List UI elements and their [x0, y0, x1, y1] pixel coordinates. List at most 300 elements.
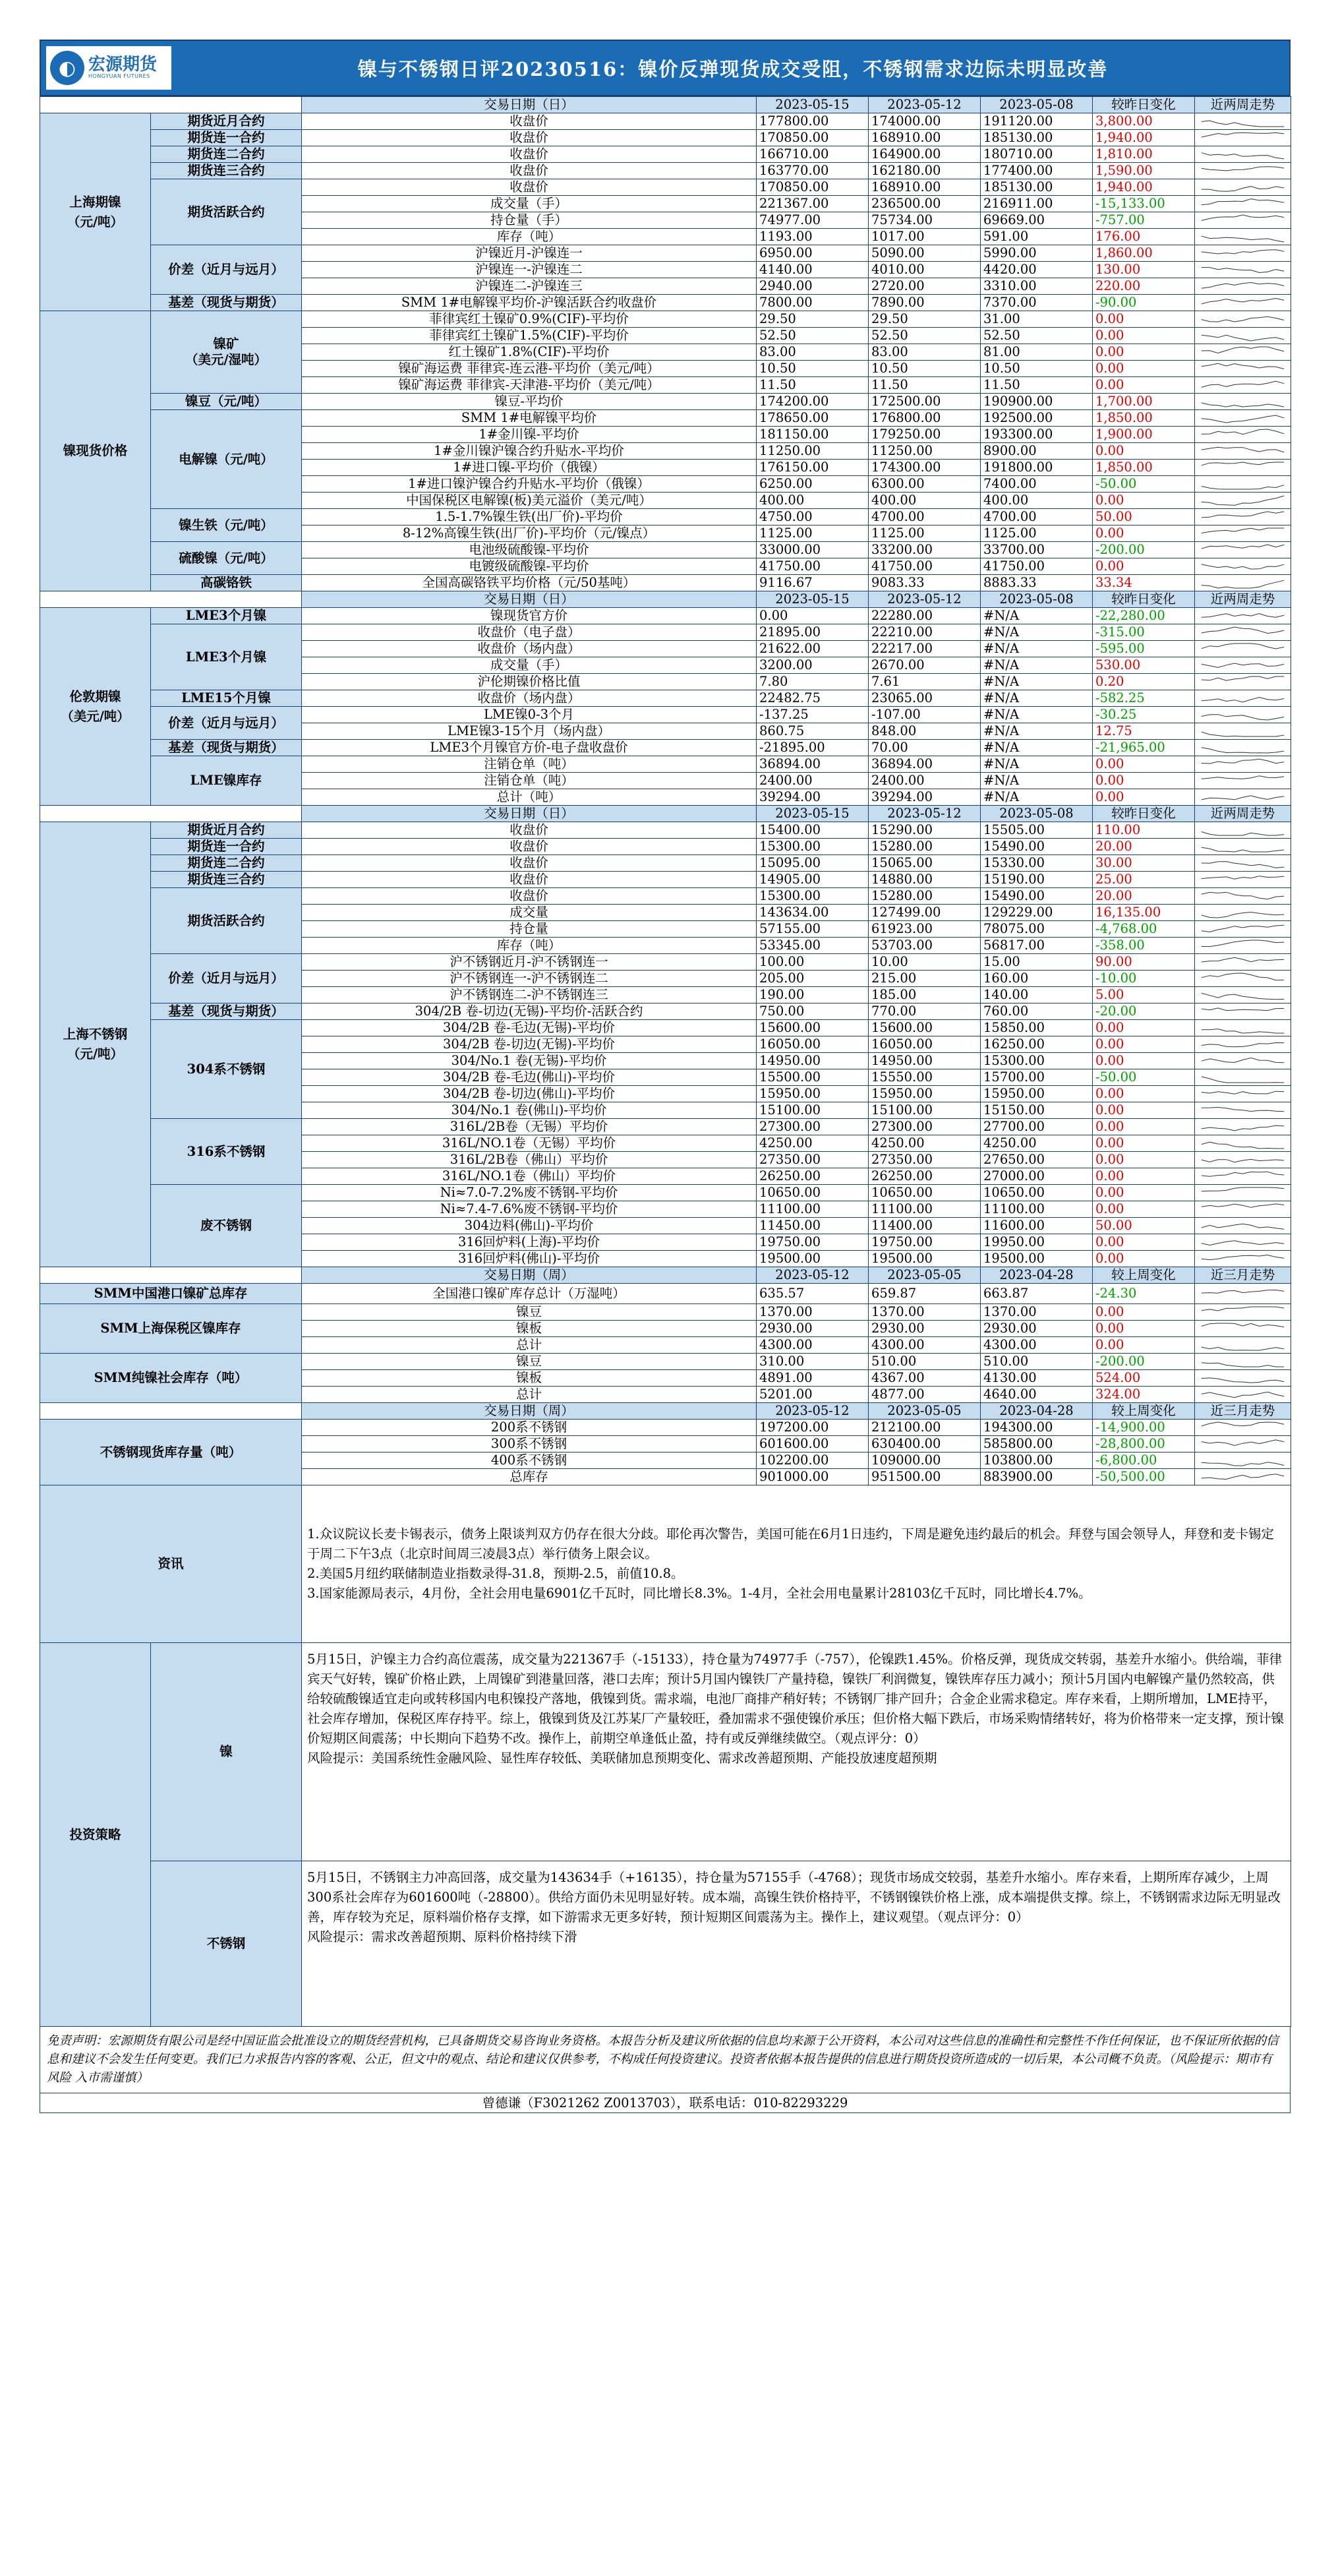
row-item: 收盘价	[302, 179, 757, 196]
row-item: 全国高碳铬铁平均价格（元/50基吨）	[302, 575, 757, 591]
row-item: 总计	[302, 1337, 757, 1354]
row-trend	[1195, 921, 1291, 938]
sparkline	[1198, 1354, 1288, 1369]
row-value: 174200.00	[757, 394, 869, 410]
row-sub-label: 期货连三合约	[151, 163, 302, 179]
row-change: 1,700.00	[1093, 394, 1195, 410]
row-item: 镍豆-平均价	[302, 394, 757, 410]
row-change: 0.00	[1093, 1168, 1195, 1185]
row-value: 4300.00	[869, 1337, 981, 1354]
data-row	[40, 311, 1291, 328]
row-value: #N/A	[981, 674, 1093, 690]
row-value: 16250.00	[981, 1036, 1093, 1053]
row-value: 1193.00	[757, 229, 869, 245]
header-label: 交易日期（周）	[302, 1403, 757, 1420]
row-value: 15280.00	[869, 839, 981, 855]
row-item: 持仓量	[302, 921, 757, 938]
row-change: -6,800.00	[1093, 1453, 1195, 1469]
sparkline	[1198, 1152, 1288, 1168]
row-value: 23065.00	[869, 690, 981, 707]
strategy-label: 投资策略	[40, 1643, 151, 2027]
row-value: 15300.00	[757, 839, 869, 855]
row-trend	[1195, 1152, 1291, 1168]
row-value: 19500.00	[757, 1251, 869, 1267]
sparkline	[1198, 1218, 1288, 1234]
row-value: 102200.00	[757, 1453, 869, 1469]
row-value: #N/A	[981, 624, 1093, 641]
row-value: 15.00	[981, 954, 1093, 971]
row-trend	[1195, 888, 1291, 905]
row-value: 15490.00	[981, 888, 1093, 905]
row-trend	[1195, 113, 1291, 130]
row-value: 4877.00	[869, 1387, 981, 1403]
row-item: 总库存	[302, 1469, 757, 1485]
row-value: 27350.00	[757, 1152, 869, 1168]
row-change: 1,900.00	[1093, 427, 1195, 443]
row-change: 25.00	[1093, 872, 1195, 888]
logo-en: HONGYUAN FUTURES	[88, 73, 150, 80]
row-value: 663.87	[981, 1284, 1093, 1304]
company-logo	[41, 41, 177, 95]
row-sub-label: 价差（近月与远月）	[151, 707, 302, 740]
row-change: 0.00	[1093, 1201, 1195, 1218]
header-date: 2023-05-12	[869, 97, 981, 113]
sparkline	[1198, 641, 1288, 657]
row-trend	[1195, 212, 1291, 229]
sparkline	[1198, 888, 1288, 904]
row-item: 总计（吨）	[302, 789, 757, 806]
row-value: 170850.00	[757, 179, 869, 196]
row-value: 4750.00	[757, 509, 869, 525]
row-value: 848.00	[869, 723, 981, 740]
row-trend	[1195, 1036, 1291, 1053]
row-trend	[1195, 328, 1291, 344]
row-item: 收盘价（场内盘）	[302, 641, 757, 657]
row-trend	[1195, 460, 1291, 476]
row-value: 22482.75	[757, 690, 869, 707]
row-value: 197200.00	[757, 1420, 869, 1436]
row-change: 176.00	[1093, 229, 1195, 245]
row-item: 电池级硫酸镍-平均价	[302, 542, 757, 558]
row-value: 31.00	[981, 311, 1093, 328]
row-item: 304/2B 卷-毛边(佛山)-平均价	[302, 1069, 757, 1086]
row-item: 304/2B 卷-毛边(无锡)-平均价	[302, 1020, 757, 1036]
row-value: 15850.00	[981, 1020, 1093, 1036]
header-trend: 近两周走势	[1195, 591, 1291, 608]
row-item: SMM 1#电解镍平均价-沪镍活跃合约收盘价	[302, 295, 757, 311]
row-value: 215.00	[869, 971, 981, 987]
sparkline	[1198, 1003, 1288, 1019]
header-date: 2023-05-15	[757, 591, 869, 608]
row-trend	[1195, 1337, 1291, 1354]
sparkline	[1198, 229, 1288, 245]
row-item: 304/2B 卷-切边(无锡)-平均价	[302, 1036, 757, 1053]
data-row	[40, 130, 1291, 146]
row-item: 1#进口镍-平均价（俄镍）	[302, 460, 757, 476]
row-item: 304边料(佛山)-平均价	[302, 1218, 757, 1234]
news-content	[302, 1485, 1291, 1643]
row-change: 530.00	[1093, 657, 1195, 674]
row-item: Ni≈7.0-7.2%废不锈钢-平均价	[302, 1185, 757, 1201]
row-value: 2670.00	[869, 657, 981, 674]
sparkline	[1198, 773, 1288, 789]
sparkline	[1198, 756, 1288, 772]
row-value: 19950.00	[981, 1234, 1093, 1251]
row-item: 沪镍连一-沪镍连二	[302, 262, 757, 278]
row-value: 7800.00	[757, 295, 869, 311]
row-value: 2940.00	[757, 278, 869, 295]
header-date: 2023-05-05	[869, 1267, 981, 1284]
data-row	[40, 872, 1291, 888]
row-item: 收盘价	[302, 163, 757, 179]
row-value: 510.00	[869, 1354, 981, 1370]
row-value: 27300.00	[757, 1119, 869, 1135]
row-group-label: SMM中国港口镍矿总库存	[40, 1284, 302, 1304]
row-item: 沪不锈钢近月-沪不锈钢连一	[302, 954, 757, 971]
row-value: 178650.00	[757, 410, 869, 427]
row-value: 172500.00	[869, 394, 981, 410]
row-group-label: SMM纯镍社会库存（吨）	[40, 1354, 302, 1403]
row-value: 15150.00	[981, 1102, 1093, 1119]
row-value: 163770.00	[757, 163, 869, 179]
row-trend	[1195, 1420, 1291, 1436]
row-change: -15,133.00	[1093, 196, 1195, 212]
row-value: 15300.00	[757, 888, 869, 905]
data-row	[40, 888, 1291, 905]
row-trend	[1195, 509, 1291, 525]
row-value: #N/A	[981, 723, 1093, 740]
row-value: 181150.00	[757, 427, 869, 443]
row-value: 6300.00	[869, 476, 981, 493]
row-item: 304/2B 卷-切边(佛山)-平均价	[302, 1086, 757, 1102]
row-trend	[1195, 641, 1291, 657]
row-value: 4300.00	[757, 1337, 869, 1354]
row-item: 库存（吨）	[302, 938, 757, 954]
row-value: 11100.00	[869, 1201, 981, 1218]
row-sub-label: 硫酸镍（元/吨）	[151, 542, 302, 575]
row-trend	[1195, 295, 1291, 311]
row-change: 1,940.00	[1093, 130, 1195, 146]
strategy-nickel-risk: 风险提示：美国系统性金融风险、显性库存较低、美联储加息预期变化、需求改善超预期、产能投放速度超预期	[307, 1751, 937, 1766]
row-item: 镍矿海运费 菲律宾-连云港-平均价（美元/吨）	[302, 361, 757, 377]
row-trend	[1195, 1234, 1291, 1251]
row-value: 160.00	[981, 971, 1093, 987]
sparkline	[1198, 493, 1288, 508]
row-value: 6250.00	[757, 476, 869, 493]
row-value: 191120.00	[981, 113, 1093, 130]
row-value: 177800.00	[757, 113, 869, 130]
row-value: 192500.00	[981, 410, 1093, 427]
row-value: 11.50	[981, 377, 1093, 394]
row-value: #N/A	[981, 756, 1093, 773]
row-trend	[1195, 130, 1291, 146]
row-trend	[1195, 410, 1291, 427]
row-item: 200系不锈钢	[302, 1420, 757, 1436]
row-value: 27000.00	[981, 1168, 1093, 1185]
row-value: 194300.00	[981, 1420, 1093, 1436]
sparkline	[1198, 558, 1288, 574]
row-change: 12.75	[1093, 723, 1195, 740]
row-value: 41750.00	[981, 558, 1093, 575]
row-value: 74977.00	[757, 212, 869, 229]
row-trend	[1195, 839, 1291, 855]
sparkline	[1198, 311, 1288, 327]
row-change: -20.00	[1093, 1003, 1195, 1020]
row-change: 0.00	[1093, 558, 1195, 575]
row-trend	[1195, 1102, 1291, 1119]
row-trend	[1195, 1003, 1291, 1020]
row-value: 15950.00	[757, 1086, 869, 1102]
row-value: 1017.00	[869, 229, 981, 245]
row-trend	[1195, 394, 1291, 410]
row-trend	[1195, 361, 1291, 377]
row-value: 100.00	[757, 954, 869, 971]
sparkline	[1198, 1420, 1288, 1435]
row-value: 36894.00	[869, 756, 981, 773]
row-trend	[1195, 542, 1291, 558]
row-trend	[1195, 987, 1291, 1003]
row-change: -315.00	[1093, 624, 1195, 641]
row-trend	[1195, 707, 1291, 723]
contact-info: 曾德谦（F3021262 Z0013703），联系电话：010-82293229	[40, 2093, 1291, 2113]
row-change: -22,280.00	[1093, 608, 1195, 624]
strategy-stainless-label: 不锈钢	[151, 1861, 302, 2027]
row-item: 镍豆	[302, 1304, 757, 1321]
row-value: 10.00	[869, 954, 981, 971]
row-item: LME3个月镍官方价-电子盘收盘价	[302, 740, 757, 756]
row-item: Ni≈7.4-7.6%废不锈钢-平均价	[302, 1201, 757, 1218]
row-item: 沪不锈钢连一-沪不锈钢连二	[302, 971, 757, 987]
sparkline	[1198, 1234, 1288, 1250]
row-change: 0.00	[1093, 1304, 1195, 1321]
row-item: LME镍0-3个月	[302, 707, 757, 723]
header-row	[40, 1267, 1291, 1284]
sparkline	[1198, 938, 1288, 953]
row-trend	[1195, 855, 1291, 872]
row-value: 9083.33	[869, 575, 981, 591]
row-value: 1370.00	[869, 1304, 981, 1321]
header-trend: 近两周走势	[1195, 97, 1291, 113]
row-value: 53345.00	[757, 938, 869, 954]
row-trend	[1195, 938, 1291, 954]
row-value: 4010.00	[869, 262, 981, 278]
row-item: 收盘价	[302, 855, 757, 872]
header-date: 2023-05-08	[981, 97, 1093, 113]
report-header	[40, 40, 1291, 96]
row-sub-label: 基差（现货与期货）	[151, 740, 302, 756]
row-change: 30.00	[1093, 855, 1195, 872]
row-item: 316L/2B卷（无锡）平均价	[302, 1119, 757, 1135]
row-value: 127499.00	[869, 905, 981, 921]
row-trend	[1195, 674, 1291, 690]
row-trend	[1195, 789, 1291, 806]
row-change: 50.00	[1093, 509, 1195, 525]
row-change: 20.00	[1093, 888, 1195, 905]
row-value: 11250.00	[869, 443, 981, 460]
data-row	[40, 954, 1291, 971]
row-value: #N/A	[981, 740, 1093, 756]
row-value: 6950.00	[757, 245, 869, 262]
data-row	[40, 1284, 1291, 1304]
row-change: 90.00	[1093, 954, 1195, 971]
header-date: 2023-05-08	[981, 806, 1093, 822]
data-row	[40, 163, 1291, 179]
data-row	[40, 756, 1291, 773]
report-sheet	[40, 40, 1291, 2113]
row-value: 15400.00	[757, 822, 869, 839]
row-trend	[1195, 1168, 1291, 1185]
sparkline	[1198, 1135, 1288, 1151]
row-change: 130.00	[1093, 262, 1195, 278]
sparkline	[1198, 460, 1288, 475]
row-change: 0.00	[1093, 525, 1195, 542]
row-trend	[1195, 1119, 1291, 1135]
sparkline	[1198, 707, 1288, 723]
row-change: 0.00	[1093, 311, 1195, 328]
sparkline	[1198, 1168, 1288, 1184]
row-sub-label: 期货连一合约	[151, 130, 302, 146]
row-value: 635.57	[757, 1284, 869, 1304]
row-trend	[1195, 1069, 1291, 1086]
row-value: 174000.00	[869, 113, 981, 130]
row-change: 0.00	[1093, 377, 1195, 394]
row-value: 4130.00	[981, 1370, 1093, 1387]
row-value: 15550.00	[869, 1069, 981, 1086]
row-item: 镍板	[302, 1370, 757, 1387]
row-change: -200.00	[1093, 1354, 1195, 1370]
header-date: 2023-04-28	[981, 1403, 1093, 1420]
row-item: 菲律宾红土镍矿1.5%(CIF)-平均价	[302, 328, 757, 344]
row-change: -90.00	[1093, 295, 1195, 311]
data-row	[40, 1420, 1291, 1436]
header-date: 2023-04-28	[981, 1267, 1093, 1284]
row-value: 860.75	[757, 723, 869, 740]
row-value: 33200.00	[869, 542, 981, 558]
row-value: 177400.00	[981, 163, 1093, 179]
sparkline	[1198, 1053, 1288, 1069]
row-value: 11.50	[757, 377, 869, 394]
row-item: 1#进口镍沪镍合约升贴水-平均价（俄镍）	[302, 476, 757, 493]
row-trend	[1195, 1321, 1291, 1337]
row-value: 400.00	[757, 493, 869, 509]
sparkline	[1198, 674, 1288, 690]
row-value: 15505.00	[981, 822, 1093, 839]
sparkline	[1198, 1119, 1288, 1135]
row-sub-label: 价差（近月与远月）	[151, 245, 302, 295]
row-value: 7.61	[869, 674, 981, 690]
row-value: -107.00	[869, 707, 981, 723]
sparkline	[1198, 657, 1288, 673]
strategy-nickel-text	[302, 1643, 1291, 1861]
row-value: 69669.00	[981, 212, 1093, 229]
row-value: 216911.00	[981, 196, 1093, 212]
sparkline	[1198, 1036, 1288, 1052]
sparkline	[1198, 723, 1288, 739]
row-value: 10650.00	[981, 1185, 1093, 1201]
row-trend	[1195, 1086, 1291, 1102]
row-value: 27650.00	[981, 1152, 1093, 1168]
sparkline	[1198, 196, 1288, 212]
sparkline	[1198, 130, 1288, 146]
row-trend	[1195, 163, 1291, 179]
row-change: 20.00	[1093, 839, 1195, 855]
row-value: 5201.00	[757, 1387, 869, 1403]
disclaimer: 免责声明：宏源期货有限公司是经中国证监会批准设立的期货经营机构，已具备期货交易咨询业务资格。本报告分析及建议所依据的信息均来源于公开资料，本公司对这些信息的准确性和完整性不作任何保证，也不保证所依据的信息和建议不会发生任何变更。我们已力求报告内容的客观、公正，但文中的观点、结论和建议仅供参考，不构成任何投资建议。投资者依据本报告提供的信息进行期货投资所造成的一切后果，本公司概不负责。（风险提示：期市有风险 入市需谨慎）	[40, 2027, 1291, 2093]
row-item: SMM 1#电解镍平均价	[302, 410, 757, 427]
row-value: 4300.00	[981, 1337, 1093, 1354]
row-item: 收盘价（场内盘）	[302, 690, 757, 707]
row-value: 236500.00	[869, 196, 981, 212]
header-date: 2023-05-15	[757, 806, 869, 822]
row-value: 21622.00	[757, 641, 869, 657]
row-value: 174300.00	[869, 460, 981, 476]
row-item: 1#金川镍沪镍合约升贴水-平均价	[302, 443, 757, 460]
row-change: 0.00	[1093, 1119, 1195, 1135]
row-value: 1370.00	[981, 1304, 1093, 1321]
row-value: 8883.33	[981, 575, 1093, 591]
row-item: 304/2B 卷-切边(无锡)-平均价-活跃合约	[302, 1003, 757, 1020]
row-item: 收盘价	[302, 872, 757, 888]
row-value: 185.00	[869, 987, 981, 1003]
row-value: 179250.00	[869, 427, 981, 443]
row-sub-label: 镍豆（元/吨）	[151, 394, 302, 410]
sparkline	[1198, 1020, 1288, 1036]
row-change: 0.00	[1093, 1152, 1195, 1168]
row-value: 41750.00	[757, 558, 869, 575]
sparkline	[1198, 575, 1288, 591]
row-sub-label: 304系不锈钢	[151, 1020, 302, 1119]
row-change: 0.00	[1093, 1234, 1195, 1251]
row-change: 0.00	[1093, 361, 1195, 377]
row-value: 901000.00	[757, 1469, 869, 1485]
row-item: 300系不锈钢	[302, 1436, 757, 1453]
row-group-label: SMM上海保税区镍库存	[40, 1304, 302, 1354]
row-item: 收盘价	[302, 130, 757, 146]
row-value: #N/A	[981, 789, 1093, 806]
row-sub-label: 期货连二合约	[151, 855, 302, 872]
row-value: 2930.00	[869, 1321, 981, 1337]
sparkline	[1198, 1304, 1288, 1320]
row-sub-label: LME3个月镍	[151, 608, 302, 624]
row-value: 22210.00	[869, 624, 981, 641]
header-date: 2023-05-08	[981, 591, 1093, 608]
row-value: 190.00	[757, 987, 869, 1003]
row-change: -28,800.00	[1093, 1436, 1195, 1453]
row-item: 400系不锈钢	[302, 1453, 757, 1469]
data-row	[40, 542, 1291, 558]
row-value: 1370.00	[757, 1304, 869, 1321]
data-row	[40, 179, 1291, 196]
row-value: 166710.00	[757, 146, 869, 163]
row-trend	[1195, 575, 1291, 591]
row-sub-label: 期货连一合约	[151, 839, 302, 855]
row-value: 11.50	[869, 377, 981, 394]
sparkline	[1198, 872, 1288, 887]
sparkline	[1198, 624, 1288, 640]
row-trend	[1195, 657, 1291, 674]
row-sub-label: 期货活跃合约	[151, 888, 302, 954]
data-row	[40, 1119, 1291, 1135]
row-item: 收盘价	[302, 146, 757, 163]
row-change: 110.00	[1093, 822, 1195, 839]
row-value: 83.00	[757, 344, 869, 361]
row-value: 15500.00	[757, 1069, 869, 1086]
row-value: 9116.67	[757, 575, 869, 591]
row-trend	[1195, 229, 1291, 245]
row-value: 168910.00	[869, 179, 981, 196]
row-value: #N/A	[981, 641, 1093, 657]
row-value: 170850.00	[757, 130, 869, 146]
